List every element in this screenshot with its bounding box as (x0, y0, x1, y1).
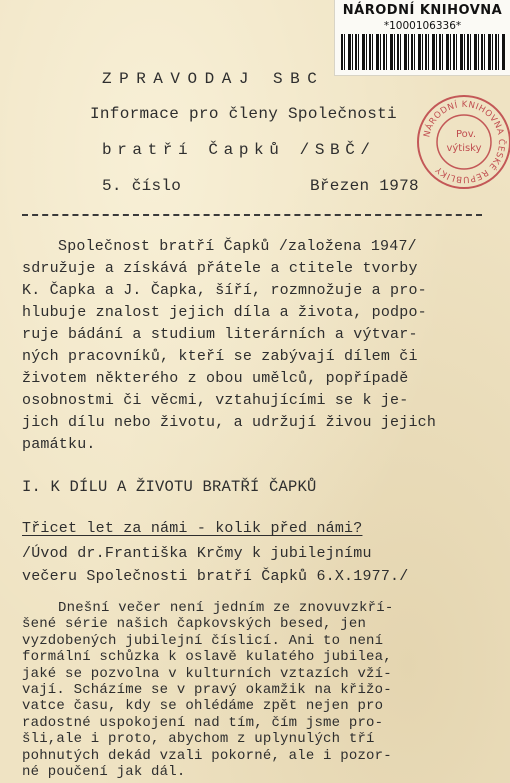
stamp-ring-text: NÁRODNÍ KNIHOVNA ČESKÉ REPUBLIKY (422, 99, 507, 185)
body-line: pohnutých dekád vzali pokorné, ale i pozor- (22, 747, 392, 764)
header-subtitle: Informace pro členy Společnosti (90, 105, 397, 123)
issue-number: 5. číslo (102, 177, 182, 195)
svg-text:NÁRODNÍ KNIHOVNA ČESKÉ REPUBLI (422, 99, 508, 185)
body-line: vatce času, kdy se ohlédáme zpět nejen pro (22, 698, 384, 715)
library-stamp (414, 92, 510, 192)
barcode-icon (341, 34, 505, 70)
body-line: radostné uspokojení nad tím, čím jsme pro- (22, 714, 384, 731)
body-line: vyzdobených jubilejní číslicí. Ani to není (22, 632, 384, 649)
intro-line: K. Čapka a J. Čapka, šíří, rozmnožuje a pro- (22, 282, 427, 299)
article-title: Třicet let za námi - kolik před námi? (22, 520, 363, 537)
body-line: jaké se pozvolna v kulturních vztazích vží- (22, 665, 392, 682)
stamp-inner-line2: výtisky (446, 143, 482, 154)
intro-line: památku. (22, 436, 96, 453)
intro-line: ných pracovníků, kteří se zabývají dílem či (22, 348, 418, 365)
header-society-name: bratří Čapků /SBČ/ (102, 141, 376, 159)
intro-line: Společnost bratří Čapků /založena 1947/ (58, 238, 417, 255)
body-line: šené série našich čapkovských besed, jen (22, 616, 367, 633)
newsletter-title: ZPRAVODAJ SBC (102, 70, 325, 88)
intro-line: životem některého z obou umělců, popřípadě (22, 370, 409, 387)
section-heading: I. K DÍLU A ŽIVOTU BRATŘÍ ČAPKŮ (22, 478, 317, 496)
body-line: Dnešní večer není jedním ze znovuvzkří- (58, 600, 394, 616)
intro-line: hlubuje znalost jejich díla a života, podpo- (22, 304, 427, 321)
body-line: šli,ale i proto, abychom z uplynulých tří (22, 731, 375, 748)
body-line: vají. Scházíme se v pravý okamžik na křižo- (22, 682, 392, 698)
body-line: né poučení jak dál. (22, 764, 186, 780)
library-barcode-label (334, 0, 510, 76)
library-name: NÁRODNÍ KNIHOVNA (342, 3, 503, 18)
stamp-inner-line1: Pov. (455, 129, 477, 140)
article-subtitle-line2: večeru Společnosti bratří Čapků 6.X.1977./ (22, 568, 409, 585)
divider (22, 214, 482, 216)
article-subtitle-line1: /Úvod dr.Františka Krčmy k jubilejnímu (22, 545, 372, 562)
library-code: *1000106336* (383, 20, 462, 32)
intro-line: jich dílu nebo životu, a udržují živou jejich (22, 414, 437, 431)
issue-date: Březen 1978 (310, 177, 419, 195)
intro-line: ruje bádání a studium literárních a výtvar- (22, 326, 418, 343)
body-line: formální schůzka k oslavě kulatého jubilea, (22, 649, 392, 666)
intro-line: osobnostmi či věcmi, vztahujícími se k je- (22, 392, 409, 409)
intro-line: sdružuje a získává přátele a ctitele tvorby (22, 260, 418, 277)
